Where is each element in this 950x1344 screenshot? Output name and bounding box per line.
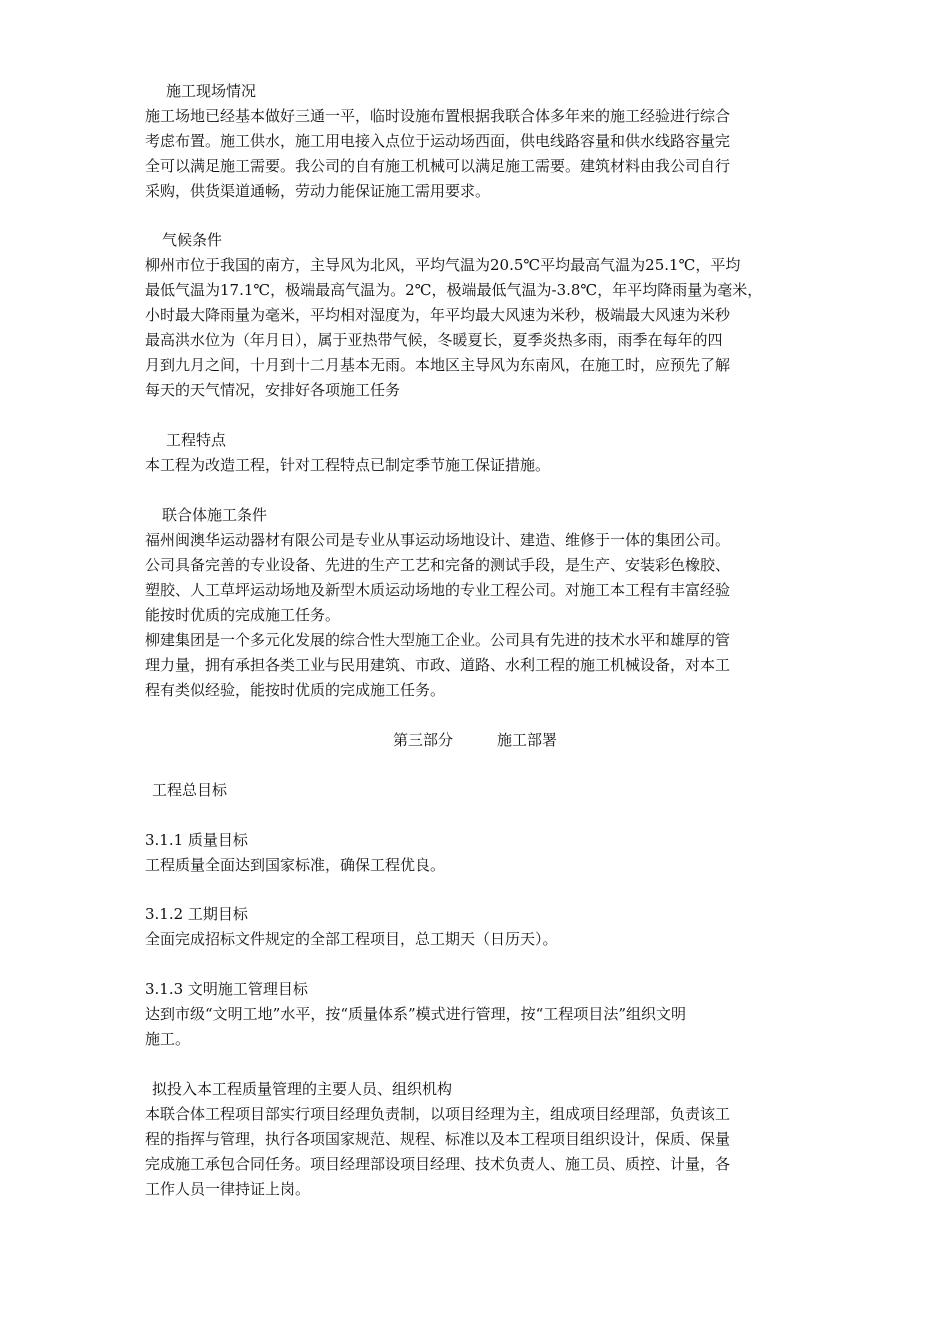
heading-consortium: 联合体施工条件 [162, 506, 268, 524]
paragraph-line: 全面完成招标文件规定的全部工程项目，总工期天（日历天）。 [145, 930, 558, 948]
heading-quality-goal: 3.1.1 质量目标 [145, 831, 248, 849]
paragraph-line: 程有类似经验，能按时优质的完成施工任务。 [145, 681, 446, 699]
paragraph-line: 能按时优质的完成施工任务。 [145, 606, 341, 624]
heading-site-conditions: 施工现场情况 [166, 82, 257, 100]
paragraph-line: 理力量，拥有承担各类工业与民用建筑、市政、道路、水利工程的施工机械设备，对本工 [145, 656, 731, 674]
paragraph-line: 本联合体工程项目部实行项目经理负责制，以项目经理为主，组成项目经理部，负责该工 [145, 1105, 731, 1123]
part-number: 第三部分 [392, 731, 453, 749]
paragraph-line: 月到九月之间，十月到十二月基本无雨。本地区主导风为东南风，在施工时，应预先了解 [145, 356, 731, 374]
paragraph-line: 施工场地已经基本做好三通一平，临时设施布置根据我联合体多年来的施工经验进行综合 [145, 107, 731, 125]
paragraph-line: 公司具备完善的专业设备、先进的生产工艺和完备的测试手段，是生产、安装彩色橡胶、 [145, 556, 731, 574]
heading-civil-construction-goal: 3.1.3 文明施工管理目标 [145, 980, 308, 998]
paragraph-line: 考虑布置。施工供水，施工用电接入点位于运动场西面，供电线路容量和供水线路容量完 [145, 132, 731, 150]
paragraph-line: 塑胶、人工草坪运动场地及新型木质运动场地的专业工程公司。对施工本工程有丰富经验 [145, 581, 731, 599]
paragraph-line: 小时最大降雨量为毫米，平均相对湿度为，年平均最大风速为米秒，极端最大风速为米秒 [145, 306, 731, 324]
part-title [0, 728, 950, 752]
paragraph-line: 柳建集团是一个多元化发展的综合性大型施工企业。公司具有先进的技术水平和雄厚的管 [145, 631, 731, 649]
paragraph-line: 完成施工承包合同任务。项目经理部设项目经理、技术负责人、施工员、质控、计量，各 [145, 1155, 731, 1173]
paragraph-line: 施工。 [145, 1030, 191, 1048]
heading-project-features: 工程特点 [166, 431, 227, 449]
paragraph-line: 最低气温为17.1℃，极端最高气温为。2℃，极端最低气温为-3.8℃，年平均降雨量为毫米， [145, 281, 763, 299]
paragraph-line: 全可以满足施工需要。我公司的自有施工机械可以满足施工需要。建筑材料由我公司自行 [145, 157, 731, 175]
heading-climate: 气候条件 [162, 231, 223, 249]
paragraph-line: 最高洪水位为（年月日），属于亚热带气候，冬暖夏长，夏季炎热多雨，雨季在每年的四 [145, 331, 723, 349]
paragraph-line: 本工程为改造工程，针对工程特点已制定季节施工保证措施。 [145, 456, 551, 474]
paragraph-line: 福州闽澳华运动器材有限公司是专业从事运动场地设计、建造、维修于一体的集团公司。 [145, 531, 731, 549]
paragraph-line: 达到市级“文明工地”水平，按“质量体系”模式进行管理，按“工程项目法”组织文明 [145, 1005, 687, 1023]
part-name: 施工部署 [497, 731, 558, 749]
heading-overall-goals: 工程总目标 [152, 781, 228, 799]
paragraph-line: 程的指挥与管理，执行各项国家规范、规程、标准以及本工程项目组织设计，保质、保量 [145, 1130, 731, 1148]
heading-quality-staff: 拟投入本工程质量管理的主要人员、组织机构 [152, 1080, 453, 1098]
paragraph-line: 每天的天气情况，安排好各项施工任务 [145, 381, 401, 399]
paragraph-line: 柳州市位于我国的南方，主导风为北风，平均气温为20.5℃平均最高气温为25.1℃，平均 [145, 256, 741, 274]
heading-schedule-goal: 3.1.2 工期目标 [145, 905, 248, 923]
paragraph-line: 工程质量全面达到国家标准，确保工程优良。 [145, 856, 446, 874]
paragraph-line: 工作人员一律持证上岗。 [145, 1180, 311, 1198]
paragraph-line: 采购，供货渠道通畅，劳动力能保证施工需用要求。 [145, 182, 491, 200]
